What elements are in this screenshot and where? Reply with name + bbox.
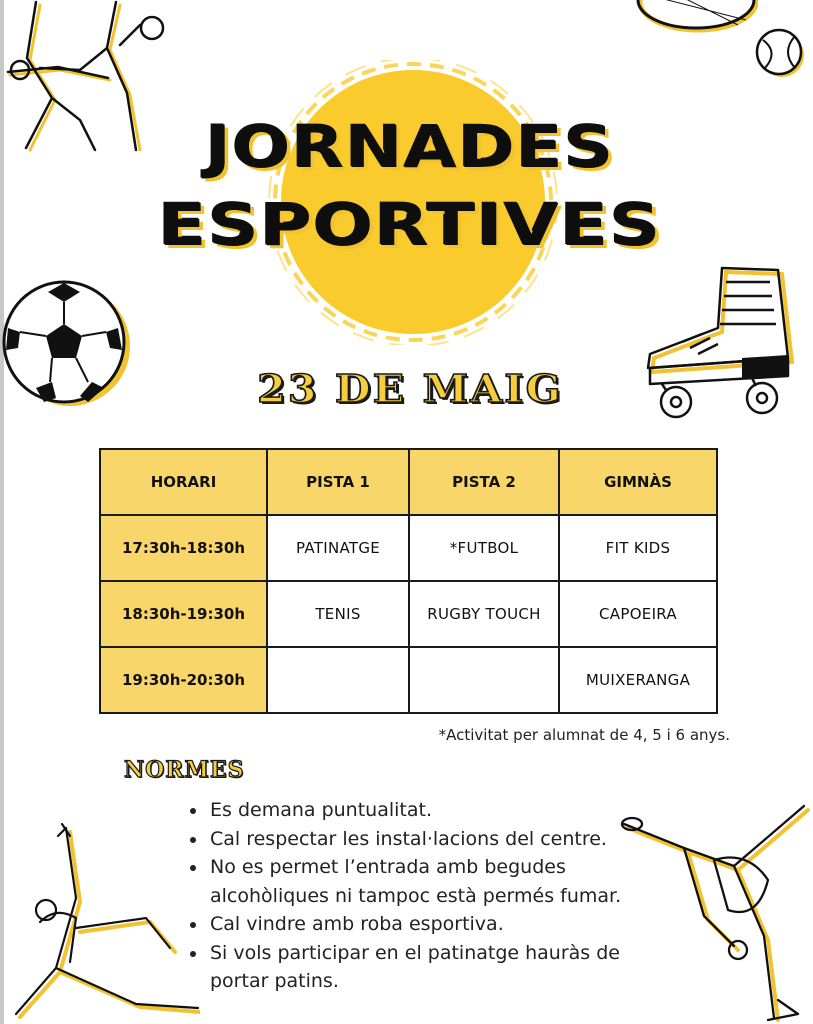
row-gimnas: FIT KIDS [559, 515, 717, 581]
rules-title: NORMES [124, 757, 245, 783]
title-line-2: ESPORTIVES [158, 191, 662, 259]
footnote: *Activitat per alumnat de 4, 5 i 6 anys. [438, 726, 730, 744]
row-time: 19:30h-20:30h [100, 647, 267, 713]
schedule-table [99, 448, 718, 714]
header-horari: HORARI [100, 449, 267, 515]
event-date: 23 DE MAIG [257, 366, 563, 411]
row-pista-1: PATINATGE [267, 515, 409, 581]
tennis-racket-icon [628, 0, 758, 40]
row-time: 17:30h-18:30h [100, 515, 267, 581]
list-item: • Si vols participar en el patinatge hauràs de portar patins. [208, 939, 668, 996]
row-gimnas: MUIXERANGA [559, 647, 717, 713]
soccer-ball-icon [0, 278, 135, 413]
table-row [100, 515, 717, 581]
table-row [100, 647, 717, 713]
table-row [100, 581, 717, 647]
table-header-row [100, 449, 717, 515]
roller-skate-icon [642, 262, 802, 434]
list-item: • Es demana puntualitat. [208, 796, 668, 825]
row-pista-2 [409, 647, 559, 713]
list-item: • Cal vindre amb roba esportiva. [208, 910, 668, 939]
row-pista-1: TENIS [267, 581, 409, 647]
rules-list [186, 796, 668, 996]
row-pista-2: RUGBY TOUCH [409, 581, 559, 647]
tennis-ball-icon [755, 28, 807, 80]
row-time: 18:30h-19:30h [100, 581, 267, 647]
row-gimnas: CAPOEIRA [559, 581, 717, 647]
list-item: • Cal respectar les instal·lacions del centre. [208, 825, 668, 854]
row-pista-2: *FUTBOL [409, 515, 559, 581]
ballet-dancer-icon [0, 822, 200, 1022]
header-gimnas: GIMNÀS [559, 449, 717, 515]
breakdancer-icon [618, 800, 813, 1024]
row-pista-1 [267, 647, 409, 713]
list-item: • No es permet l’entrada amb begudes alcohòliques ni tampoc està permés fumar. [208, 853, 668, 910]
title-line-1: JORNADES [205, 113, 615, 181]
header-pista-1: PISTA 1 [267, 449, 409, 515]
header-pista-2: PISTA 2 [409, 449, 559, 515]
